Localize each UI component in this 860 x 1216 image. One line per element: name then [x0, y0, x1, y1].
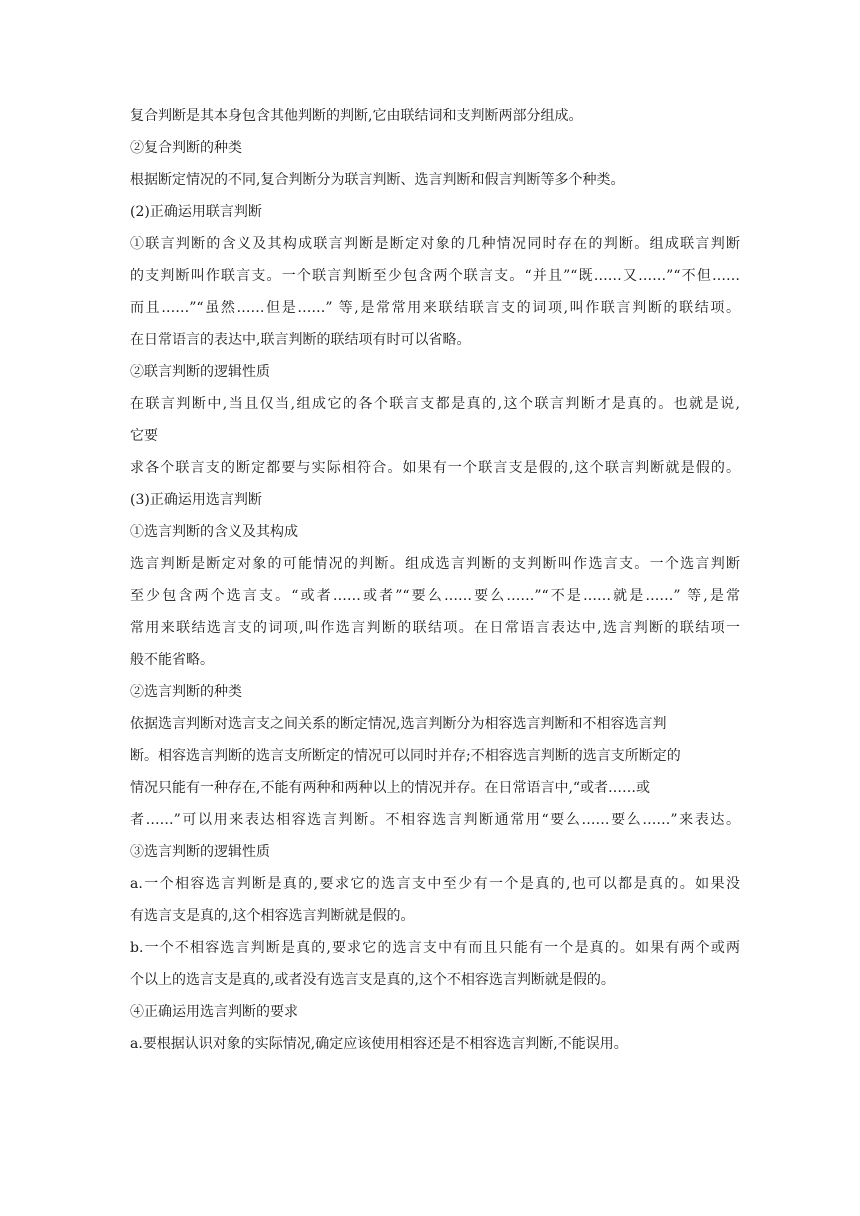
paragraph-line: 至少包含两个选言支。“或者……或者”“要么……要么……”“不是……就是……” 等,是常	[130, 588, 740, 604]
paragraph-line: 在联言判断中,当且仅当,组成它的各个联言支都是真的,这个联言判断才是真的。也就是说,	[130, 396, 740, 412]
paragraph-line: 在日常语言的表达中,联言判断的联结项有时可以省略。	[130, 332, 471, 348]
paragraph-line: 断。相容选言判断的选言支所断定的情况可以同时并存;不相容选言判断的选言支所断定的	[130, 748, 681, 764]
section-heading: ①选言判断的含义及其构成	[130, 524, 298, 540]
paragraph-line: 而且……”“虽然……但是……” 等,是常常用来联结联言支的词项,叫作联言判断的联结项。	[130, 300, 740, 316]
paragraph-line: 复合判断是其本身包含其他判断的判断,它由联结词和支判断两部分组成。	[130, 108, 583, 124]
document-body	[130, 108, 740, 1068]
paragraph-line: 者……”可以用来表达相容选言判断。不相容选言判断通常用“要么……要么……”来表达。	[130, 812, 740, 828]
paragraph-line: 根据断定情况的不同,复合判断分为联言判断、选言判断和假言判断等多个种类。	[130, 172, 625, 188]
paragraph-line: 情况只能有一种存在,不能有两种和两种以上的情况并存。在日常语言中,“或者……或	[130, 780, 651, 796]
paragraph-line: 求各个联言支的断定都要与实际相符合。如果有一个联言支是假的,这个联言判断就是假的。	[130, 460, 740, 476]
section-heading: ③选言判断的逻辑性质	[130, 844, 270, 860]
section-heading: ④正确运用选言判断的要求	[130, 1004, 298, 1020]
section-heading: ②选言判断的种类	[130, 684, 242, 700]
paragraph-line: a.一个相容选言判断是真的,要求它的选言支中至少有一个是真的,也可以都是真的。如果没	[130, 876, 740, 892]
paragraph-line: 有选言支是真的,这个相容选言判断就是假的。	[130, 908, 415, 924]
paragraph-line: 选言判断是断定对象的可能情况的判断。组成选言判断的支判断叫作选言支。一个选言判断	[130, 556, 740, 572]
section-heading: ②联言判断的逻辑性质	[130, 364, 270, 380]
paragraph-line: a.要根据认识对象的实际情况,确定应该使用相容还是不相容选言判断,不能误用。	[130, 1036, 628, 1052]
section-heading: ②复合判断的种类	[130, 140, 242, 156]
paragraph-line: 的支判断叫作联言支。一个联言判断至少包含两个联言支。“并且”“既……又……”“不但……	[130, 268, 740, 284]
section-heading: (2)正确运用联言判断	[130, 204, 262, 220]
section-heading: (3)正确运用选言判断	[130, 492, 262, 508]
paragraph-line: 个以上的选言支是真的,或者没有选言支是真的,这个不相容选言判断就是假的。	[130, 972, 615, 988]
paragraph-line: 它要	[130, 428, 158, 444]
paragraph-line: 般不能省略。	[130, 652, 214, 668]
paragraph-line: ①联言判断的含义及其构成联言判断是断定对象的几种情况同时存在的判断。组成联言判断	[130, 236, 740, 252]
paragraph-line: 常用来联结选言支的词项,叫作选言判断的联结项。在日常语言表达中,选言判断的联结项一	[130, 620, 740, 636]
paragraph-line: b.一个不相容选言判断是真的,要求它的选言支中有而且只能有一个是真的。如果有两个或两	[130, 940, 740, 956]
paragraph-line: 依据选言判断对选言支之间关系的断定情况,选言判断分为相容选言判断和不相容选言判	[130, 716, 667, 732]
